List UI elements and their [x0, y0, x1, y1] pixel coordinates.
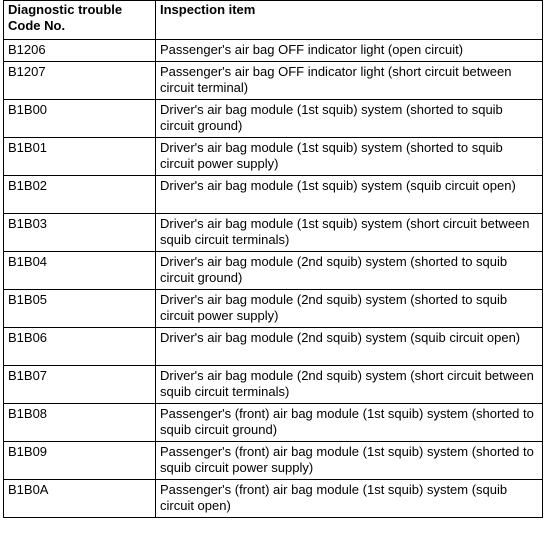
table-row — [4, 62, 543, 100]
dtc-code-cell: B1B0A — [4, 480, 156, 518]
dtc-code-cell: B1B02 — [4, 176, 156, 214]
inspection-item-cell: Driver's air bag module (2nd squib) system (shorted to squib circuit power supply) — [156, 290, 543, 328]
inspection-item-cell: Driver's air bag module (1st squib) system (shorted to squib circuit ground) — [156, 100, 543, 138]
inspection-item-cell: Driver's air bag module (2nd squib) system (short circuit between squib circuit terminals) — [156, 366, 543, 404]
inspection-item-cell: Driver's air bag module (1st squib) system (short circuit between squib circuit terminals) — [156, 214, 543, 252]
dtc-code-cell: B1B03 — [4, 214, 156, 252]
table-header-row — [4, 1, 543, 40]
dtc-code-cell: B1B01 — [4, 138, 156, 176]
inspection-item-cell: Driver's air bag module (2nd squib) system (shorted to squib circuit ground) — [156, 252, 543, 290]
dtc-inspection-table — [3, 0, 543, 518]
inspection-item-cell: Passenger's (front) air bag module (1st squib) system (shorted to squib circuit ground) — [156, 404, 543, 442]
dtc-code-cell: B1B04 — [4, 252, 156, 290]
table-row — [4, 480, 543, 518]
inspection-item-cell: Driver's air bag module (2nd squib) system (squib circuit open) — [156, 328, 543, 366]
table-row — [4, 138, 543, 176]
dtc-code-cell: B1B06 — [4, 328, 156, 366]
dtc-code-cell: B1B07 — [4, 366, 156, 404]
header-inspection-item: Inspection item — [156, 1, 543, 40]
inspection-item-cell: Driver's air bag module (1st squib) system (shorted to squib circuit power supply) — [156, 138, 543, 176]
dtc-code-cell: B1206 — [4, 40, 156, 62]
table-row — [4, 214, 543, 252]
dtc-code-cell: B1B05 — [4, 290, 156, 328]
table-row — [4, 290, 543, 328]
table-row — [4, 252, 543, 290]
inspection-item-cell: Passenger's (front) air bag module (1st squib) system (squib circuit open) — [156, 480, 543, 518]
table-row — [4, 176, 543, 214]
dtc-code-cell: B1B08 — [4, 404, 156, 442]
inspection-item-cell: Passenger's (front) air bag module (1st squib) system (shorted to squib circuit power supply) — [156, 442, 543, 480]
table-row — [4, 40, 543, 62]
table-row — [4, 404, 543, 442]
dtc-code-cell: B1B09 — [4, 442, 156, 480]
dtc-code-cell: B1B00 — [4, 100, 156, 138]
table-row — [4, 328, 543, 366]
inspection-item-cell: Driver's air bag module (1st squib) system (squib circuit open) — [156, 176, 543, 214]
table-row — [4, 442, 543, 480]
header-dtc-code: Diagnostic trouble Code No. — [4, 1, 156, 40]
dtc-code-cell: B1207 — [4, 62, 156, 100]
table-row — [4, 366, 543, 404]
table-row — [4, 100, 543, 138]
inspection-item-cell: Passenger's air bag OFF indicator light (open circuit) — [156, 40, 543, 62]
inspection-item-cell: Passenger's air bag OFF indicator light (short circuit between circuit terminal) — [156, 62, 543, 100]
